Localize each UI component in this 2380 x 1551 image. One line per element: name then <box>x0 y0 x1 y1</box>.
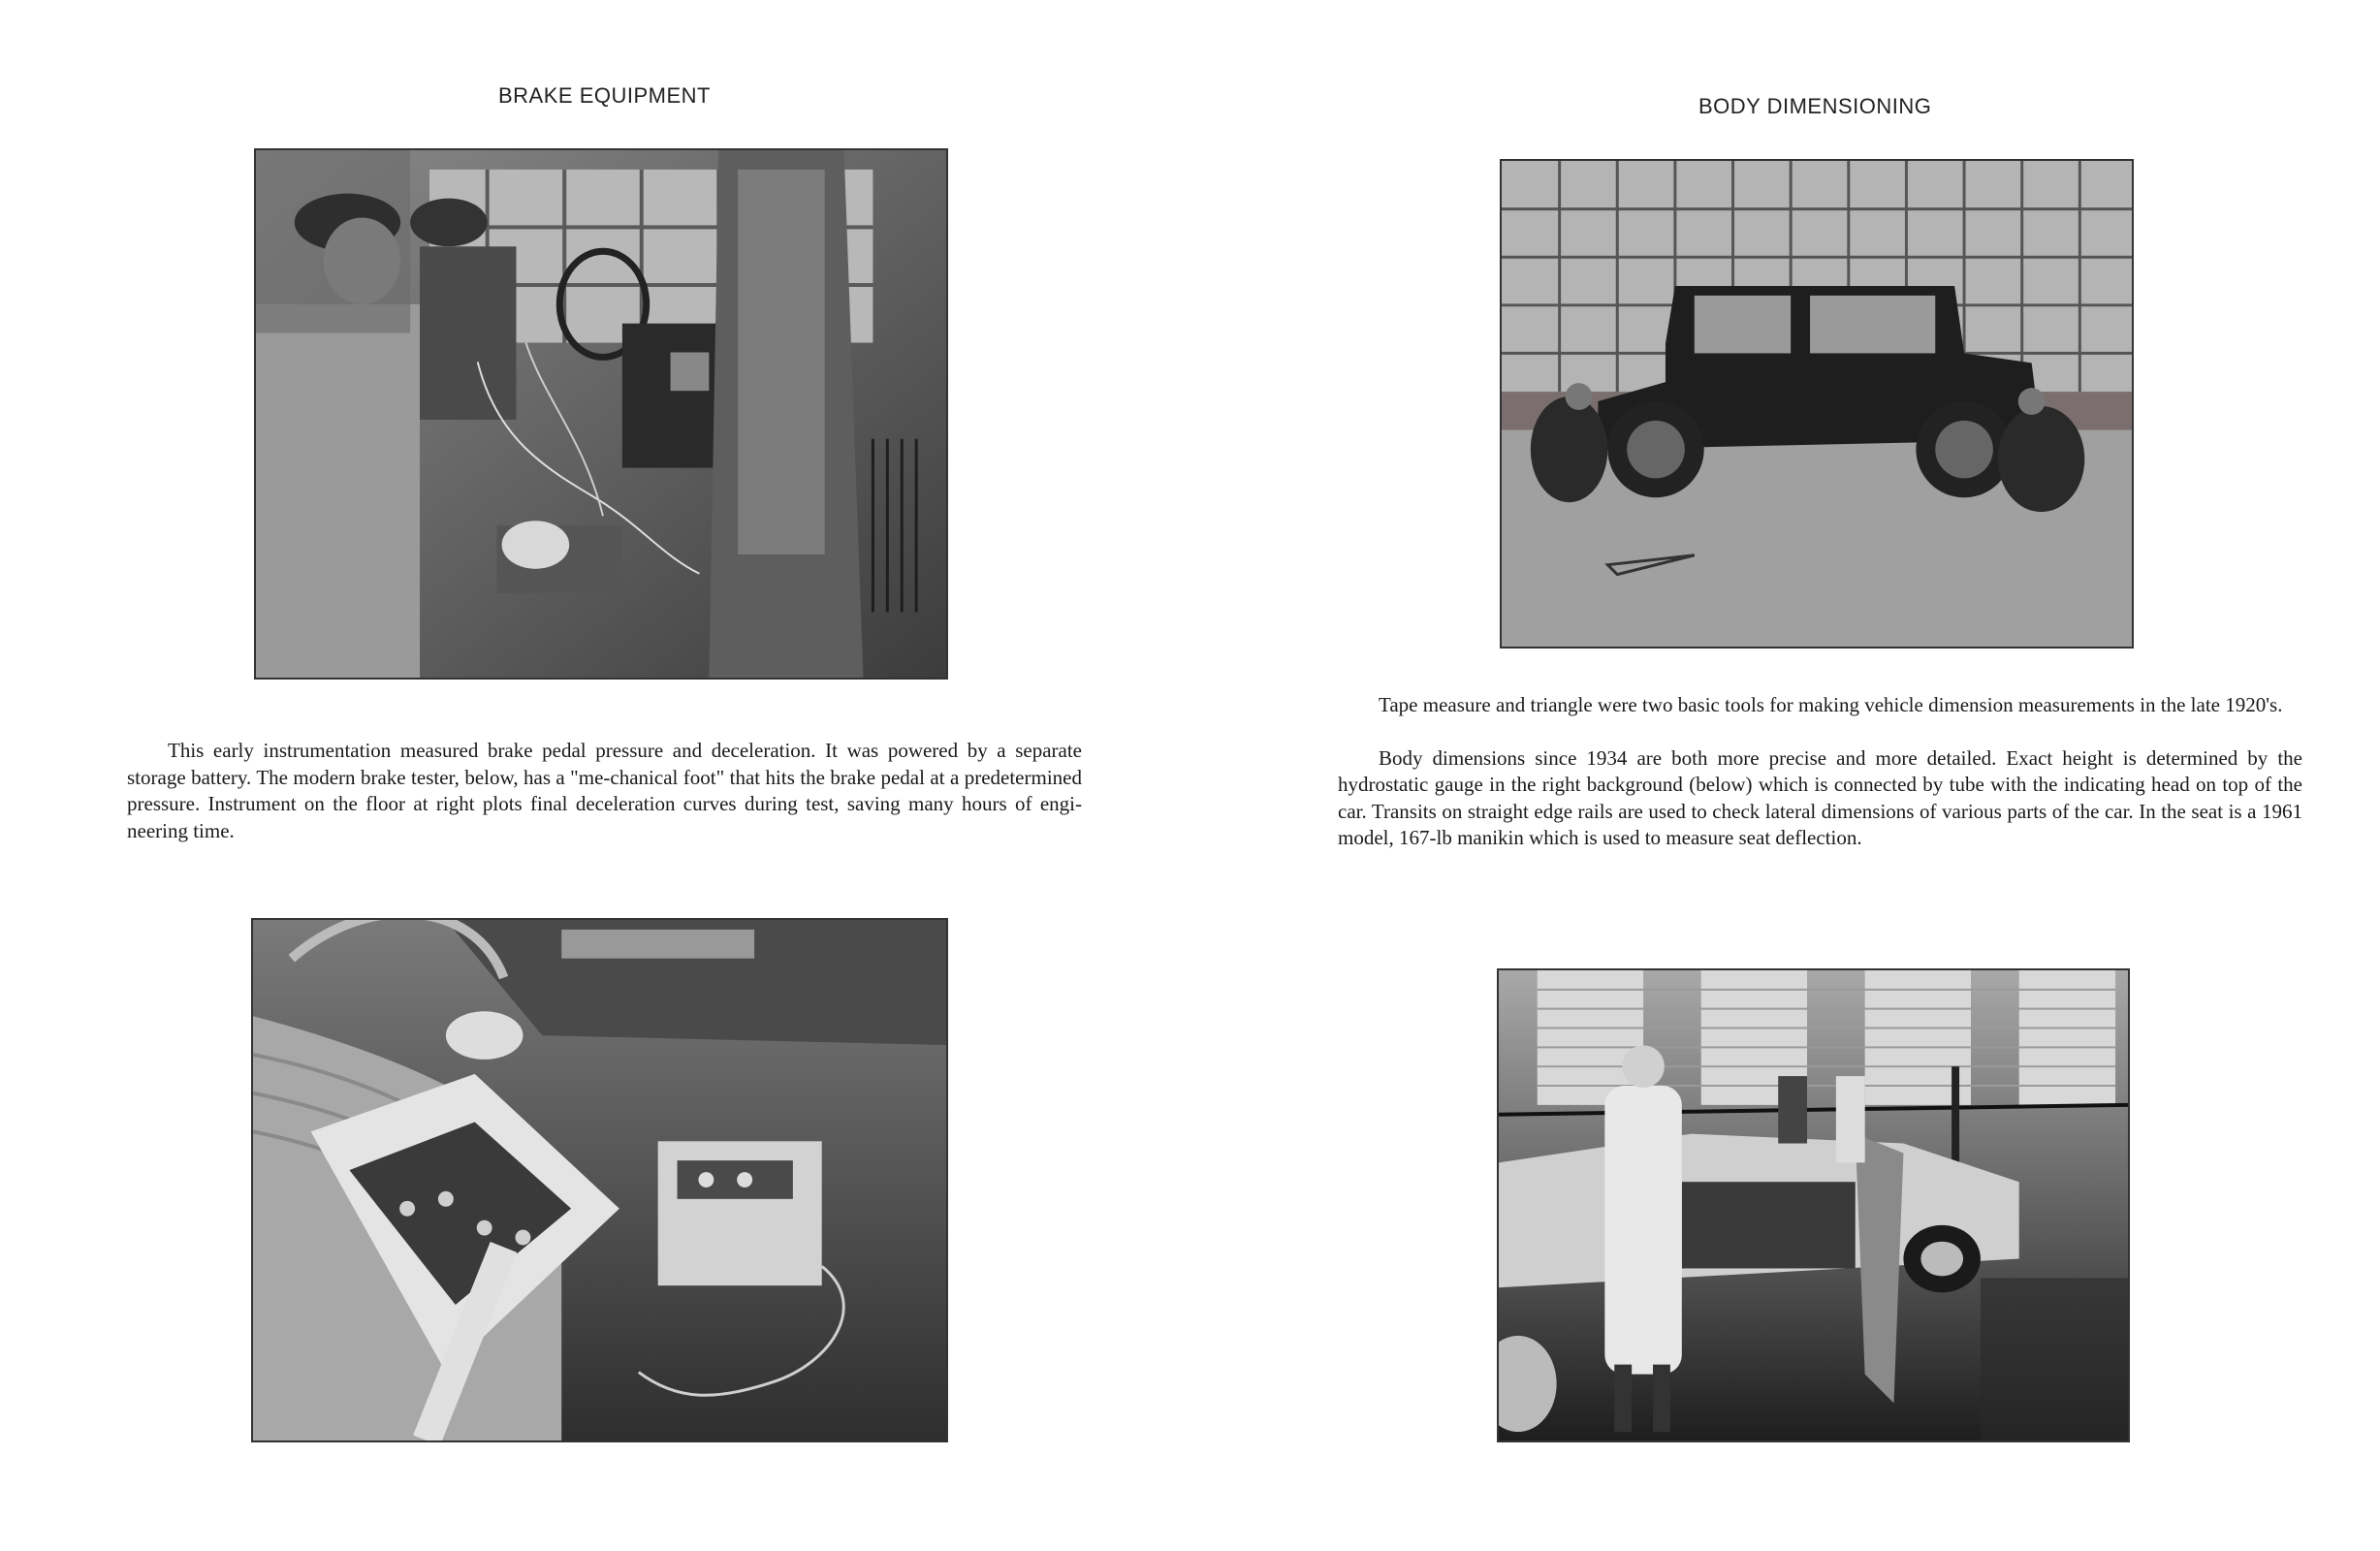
modern-body-dimensioning-photo <box>1497 968 2130 1442</box>
body-dimensioning-heading: BODY DIMENSIONING <box>1698 94 1932 118</box>
1920s-car-photo-graphic <box>1502 161 2132 647</box>
right-page <box>1190 0 2380 1551</box>
body-caption-paragraph-1: Tape measure and triangle were two basic tools for making vehicle dimension measurements in the late 1920's. <box>1379 693 2283 716</box>
body-caption-paragraph-2: Body dimensions since 1934 are both more precise and more detailed. Exact height is determined by the hydrostatic gauge in the right background (below) which is connected by tube with the indicating head on top of the car. Transits on straight edge rails are used to check lateral dimensions of various parts of the car. In the seat is a 1961 model, 167-lb manikin which is used to measure seat deflection. <box>1338 745 2302 849</box>
brake-equipment-caption <box>127 738 1082 844</box>
brake-caption-paragraph: This early instrumentation measured brake pedal pressure and deceleration. It was powered by a separate storage battery. The modern brake tester, below, has a "me-chanical foot" that hits the brake pedal at a predetermined pressure. Instrument on the floor at right plots final deceleration curves during test, saving many hours of engi-neering time. <box>127 739 1082 842</box>
1920s-car-measurement-photo <box>1500 159 2134 649</box>
early-brake-instrumentation-photo <box>254 148 948 680</box>
brake-equipment-heading: BRAKE EQUIPMENT <box>498 83 711 108</box>
modern-brake-tester-photo <box>251 918 948 1442</box>
early-brake-photo-graphic <box>256 150 946 678</box>
body-dimensioning-caption <box>1338 692 2302 852</box>
modern-body-photo-graphic <box>1499 970 2128 1440</box>
modern-brake-photo-graphic <box>253 920 946 1440</box>
